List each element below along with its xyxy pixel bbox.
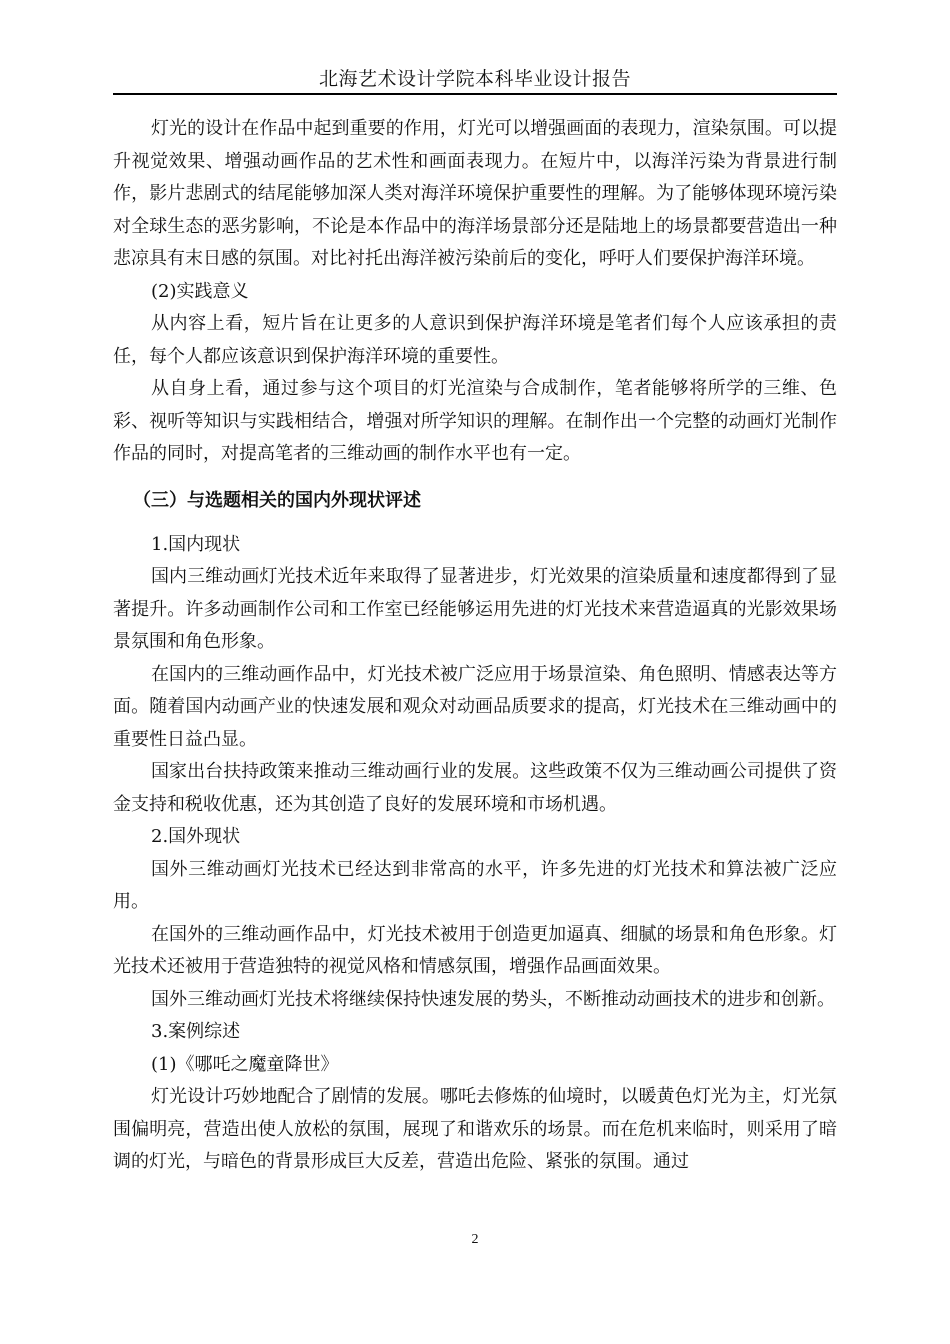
list-item-practical-significance: (2)实践意义 (151, 280, 249, 302)
header-rule (113, 93, 837, 95)
paragraph-nezha-lighting: 灯光设计巧妙地配合了剧情的发展。哪吒去修炼的仙境时，以暖黄色灯光为主，灯光氛围偏明亮，营造出使人放松的氛围，展现了和谐欢乐的场景。而在危机来临时，则采用了暗调的灯光，与暗色的背景形成巨大反差，营造出危险、紧张的氛围。通过 (113, 1086, 837, 1172)
paragraph-lighting-design: 灯光的设计在作品中起到重要的作用，灯光可以增强画面的表现力，渲染氛围。可以提升视觉效果、增强动画作品的艺术性和画面表现力。在短片中，以海洋污染为背景进行制作，影片悲剧式的结尾能够加深人类对海洋环境保护重要性的理解。为了能够体现环境污染对全球生态的恶劣影响，不论是本作品中的海洋场景部分还是陆地上的场景都要营造出一种悲凉具有末日感的氛围。对比衬托出海洋被污染前后的变化，呼吁人们要保护海洋环境。 (113, 118, 837, 269)
paragraph-content-view: 从内容上看，短片旨在让更多的人意识到保护海洋环境是笔者们每个人应该承担的责任，每个人都应该意识到保护海洋环境的重要性。 (113, 313, 837, 367)
list-item-nezha: (1)《哪吒之魔童降世》 (151, 1053, 339, 1075)
page-body (113, 113, 837, 1179)
subheading-case-review: 3.案例综述 (151, 1021, 241, 1042)
subheading-domestic-status: 1.国内现状 (151, 533, 241, 555)
paragraph-domestic-application: 在国内的三维动画作品中，灯光技术被广泛应用于场景渲染、角色照明、情感表达等方面。随着国内动画产业的快速发展和观众对动画品质要求的提高，灯光技术在三维动画中的重要性日益凸显。 (113, 663, 837, 750)
paragraph-foreign-trend: 国外三维动画灯光技术将继续保持快速发展的势头，不断推动动画技术的进步和创新。 (151, 988, 835, 1010)
page-number: 2 (471, 1232, 479, 1247)
page-header-title: 北海艺术设计学院本科毕业设计报告 (318, 68, 631, 90)
subheading-foreign-status: 2.国外现状 (151, 826, 241, 847)
paragraph-domestic-progress: 国内三维动画灯光技术近年来取得了显著进步，灯光效果的渲染质量和速度都得到了显著提升。许多动画制作公司和工作室已经能够运用先进的灯光技术来营造逼真的光影效果场景氛围和角色形象。 (113, 566, 837, 652)
paragraph-self-view: 从自身上看，通过参与这个项目的灯光渲染与合成制作，笔者能够将所学的三维、色彩、视听等知识与实践相结合，增强对所学知识的理解。在制作出一个完整的动画灯光制作作品的同时，对提高笔者的三维动画的制作水平也有一定。 (113, 378, 837, 464)
paragraph-foreign-level: 国外三维动画灯光技术已经达到非常高的水平，许多先进的灯光技术和算法被广泛应用。 (113, 858, 837, 912)
section-heading-status-review: （三）与选题相关的国内外现状评述 (133, 489, 421, 511)
paragraph-domestic-policy: 国家出台扶持政策来推动三维动画行业的发展。这些政策不仅为三维动画公司提供了资金支持和税收优惠，还为其创造了良好的发展环境和市场机遇。 (113, 761, 837, 815)
paragraph-foreign-application: 在国外的三维动画作品中，灯光技术被用于创造更加逼真、细腻的场景和角色形象。灯光技术还被用于营造独特的视觉风格和情感氛围，增强作品画面效果。 (113, 923, 837, 977)
